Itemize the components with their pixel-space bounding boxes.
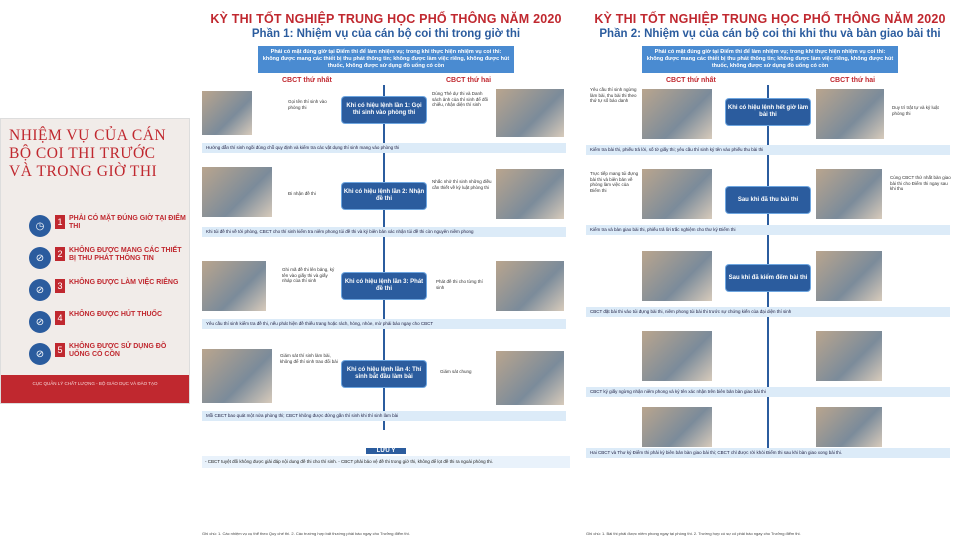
step-right-text: Giám sát chung bbox=[440, 369, 472, 374]
step-right-text: Dùng Thẻ dự thi và Danh sách ảnh của thí sinh để đối chiếu, nhận diện thí sinh bbox=[432, 91, 489, 107]
col-header-first: CBCT thứ nhất bbox=[666, 77, 716, 84]
photo bbox=[202, 167, 272, 217]
step-left-text: Ghi mã đề thi lên bảng, ký tên vào giấy thi và giấy nháp của thí sinh bbox=[282, 267, 335, 283]
step-right-text: Phát đề thi cho từng thí sinh bbox=[436, 279, 483, 290]
photo bbox=[642, 251, 712, 301]
poster-title: KỲ THI TỐT NGHIỆP TRUNG HỌC PHỔ THÔNG NĂM 2020 bbox=[210, 12, 562, 26]
note-label: LƯU Ý bbox=[366, 448, 406, 454]
col-header-first: CBCT thứ nhất bbox=[282, 77, 332, 84]
photo bbox=[642, 89, 712, 139]
item-label: KHÔNG ĐƯỢC LÀM VIỆC RIÊNG bbox=[69, 279, 179, 286]
item-number: 2 bbox=[55, 247, 65, 261]
poster-subtitle: Phần 2: Nhiệm vụ của cán bộ coi thi khi thu và bàn giao bài thi bbox=[599, 28, 941, 40]
step-3-box: Khi có hiệu lệnh lần 3: Phát đề thi bbox=[342, 273, 426, 299]
footnote: Ghi chú: 1. Bài thi phải được niêm phong ngay tại phòng thi. 2. Trường hợp có sự cố phải báo ngay cho Trưởng điểm thi. bbox=[586, 531, 801, 536]
item-label: KHÔNG ĐƯỢC MANG CÁC THIẾT BỊ THU PHÁT THÔNG TIN bbox=[69, 247, 182, 262]
footnote: Ghi chú: 1. Các nhiệm vụ cụ thể theo Quy chế thi. 2. Các trường hợp bất thường phải báo ngay cho Trưởng điểm thi. bbox=[202, 531, 410, 536]
photo bbox=[496, 169, 564, 219]
step-left-text: Yêu cầu thí sinh ngừng làm bài, thu bài thi theo thứ tự số báo danh bbox=[590, 87, 637, 103]
step-3-box: Sau khi đã kiểm đếm bài thi bbox=[726, 265, 810, 291]
photo bbox=[816, 169, 882, 219]
step-left-text: Trực tiếp mang túi đựng bài thi và biên bản về phòng làm việc của Điểm thi bbox=[590, 171, 639, 193]
photo bbox=[642, 169, 712, 219]
no-smoking-icon: ⊘ bbox=[29, 311, 51, 333]
final-note: Hai CBCT và Thư ký Điểm thi phải ký biên bản bàn giao bài thi; CBCT chỉ được rời khỏi Điểm thi sau khi bàn giao xong bài thi. bbox=[586, 448, 950, 458]
item-label: KHÔNG ĐƯỢC HÚT THUỐC bbox=[69, 311, 163, 318]
item-number: 1 bbox=[55, 215, 65, 229]
cover-item-4 bbox=[29, 311, 189, 343]
item-number: 5 bbox=[55, 343, 65, 357]
photo bbox=[816, 89, 884, 139]
step-right-text: Cùng CBCT thứ nhất bàn giao bài thi cho Điểm thi ngay sau khi thu bbox=[890, 175, 951, 191]
photo bbox=[202, 261, 266, 311]
no-drink-icon: ⊘ bbox=[29, 343, 51, 365]
cover-item-1 bbox=[29, 215, 189, 247]
note-section bbox=[196, 448, 576, 468]
step-1-box: Khi có hiệu lệnh hết giờ làm bài thi bbox=[726, 99, 810, 125]
step-left-text: Gọi tên thí sinh vào phòng thi bbox=[288, 99, 327, 110]
step-right-text: Nhắc nhở thí sinh những điều cần thiết về kỷ luật phòng thi bbox=[432, 179, 492, 190]
no-work-icon: ⊘ bbox=[29, 279, 51, 301]
column-headers bbox=[196, 77, 576, 85]
item-label: KHÔNG ĐƯỢC SỬ DỤNG ĐỒ UỐNG CÓ CỒN bbox=[69, 343, 167, 358]
item-label: PHẢI CÓ MẶT ĐÚNG GIỜ TẠI ĐIỂM THI bbox=[69, 215, 186, 230]
col-header-second: CBCT thứ hai bbox=[446, 77, 492, 84]
cover-card bbox=[0, 118, 190, 404]
step-band: Khi túi đề thi về tới phòng, CBCT cho thí sinh kiểm tra niêm phong túi đề thi và ký biên bản xác nhận túi đề thi còn nguyên niêm phong bbox=[202, 227, 566, 237]
photo bbox=[816, 331, 882, 381]
photo bbox=[202, 349, 272, 403]
column-headers bbox=[580, 77, 960, 85]
item-number: 3 bbox=[55, 279, 65, 293]
cover-item-3 bbox=[29, 279, 189, 311]
photo bbox=[496, 351, 564, 405]
no-phone-icon: ⊘ bbox=[29, 247, 51, 269]
cover-footer-text: CỤC QUẢN LÝ CHẤT LƯỢNG - BỘ GIÁO DỤC VÀ ĐÀO TẠO bbox=[32, 381, 158, 386]
photo bbox=[202, 91, 252, 135]
step-2-box: Sau khi đã thu bài thi bbox=[726, 187, 810, 213]
cover-items bbox=[29, 215, 189, 375]
poster-subtitle: Phần 1: Nhiệm vụ của cán bộ coi thi trong giờ thi bbox=[251, 28, 521, 40]
photo bbox=[816, 251, 882, 301]
step-band: Kiểm tra bài thi, phiếu trả lời, số tờ giấy thi; yêu cầu thí sinh ký tên vào phiếu thu bài thi bbox=[586, 145, 950, 155]
photo bbox=[816, 407, 882, 447]
photo bbox=[642, 407, 712, 447]
photo bbox=[496, 89, 564, 137]
step-left-text: Giám sát thí sinh làm bài, không để thí sinh trao đổi bài bbox=[280, 353, 338, 364]
step-right-text: Duy trì trật tự và kỷ luật phòng thi bbox=[892, 105, 939, 116]
step-band: Mỗi CBCT bao quát một nửa phòng thi; CBCT không được đứng gần thí sinh khi thí sinh làm bài bbox=[202, 411, 566, 421]
poster-part-1 bbox=[196, 0, 576, 540]
col-header-second: CBCT thứ hai bbox=[830, 77, 876, 84]
step-band: Kiểm tra và bàn giao bài thi, phiếu trả lời trắc nghiệm cho thư ký Điểm thi bbox=[586, 225, 950, 235]
cover-title: NHIỆM VỤ CỦA CÁN BỘ COI THI TRƯỚC VÀ TRONG GIỜ THI bbox=[9, 127, 167, 180]
warning-box: Phải có mặt đúng giờ tại Điểm thi để làm nhiệm vụ; trong khi thực hiện nhiệm vụ coi thi: không được mang các thiết bị thu phát thông tin; không được làm việc riêng, không được hút thuốc, không được sử dụng đồ uống có cồn bbox=[258, 46, 514, 73]
cover-footer-bar bbox=[1, 375, 189, 403]
step-band: CBCT đặt bài thi vào túi đựng bài thi, niêm phong túi bài thi trước sự chứng kiến của đại diện thí sinh bbox=[586, 307, 950, 317]
step-1-box: Khi có hiệu lệnh lần 1: Gọi thí sinh vào phòng thi bbox=[342, 97, 426, 123]
step-left-text: Đi nhận đề thi bbox=[288, 191, 316, 196]
clock-icon: ◷ bbox=[29, 215, 51, 237]
warning-box: Phải có mặt đúng giờ tại Điểm thi để làm nhiệm vụ; trong khi thực hiện nhiệm vụ coi thi: không được mang các thiết bị thu phát thông tin; không được làm việc riêng, không được hút thuốc, không được sử dụng đồ uống có cồn bbox=[642, 46, 898, 73]
note-body: - CBCT tuyệt đối không được giải đáp nội dung đề thi cho thí sinh. - CBCT phải bảo vệ đề thi trong giờ thi, không để lọt đề thi ra ngoài phòng thi. bbox=[202, 456, 570, 468]
poster-title: KỲ THI TỐT NGHIỆP TRUNG HỌC PHỔ THÔNG NĂM 2020 bbox=[594, 12, 946, 26]
item-number: 4 bbox=[55, 311, 65, 325]
photo bbox=[642, 331, 712, 381]
step-band: CBCT ký giấy ngừng nhận niêm phong và ký tên xác nhận trên biên bản bàn giao bài thi bbox=[586, 387, 950, 397]
step-2-box: Khi có hiệu lệnh lần 2: Nhận đề thi bbox=[342, 183, 426, 209]
step-band: Yêu cầu thí sinh kiểm tra đề thi, nếu phát hiện đề thiếu trang hoặc rách, hỏng, nhòe, mờ phải báo ngay cho CBCT bbox=[202, 319, 566, 329]
step-band: Hướng dẫn thí sinh ngồi đúng chỗ quy định và kiểm tra các vật dụng thí sinh mang vào phòng thi bbox=[202, 143, 566, 153]
cover-item-5 bbox=[29, 343, 189, 375]
step-4-box: Khi có hiệu lệnh lần 4: Thí sinh bắt đầu làm bài bbox=[342, 361, 426, 387]
poster-part-2 bbox=[580, 0, 960, 540]
photo bbox=[496, 261, 564, 311]
cover-item-2 bbox=[29, 247, 189, 279]
